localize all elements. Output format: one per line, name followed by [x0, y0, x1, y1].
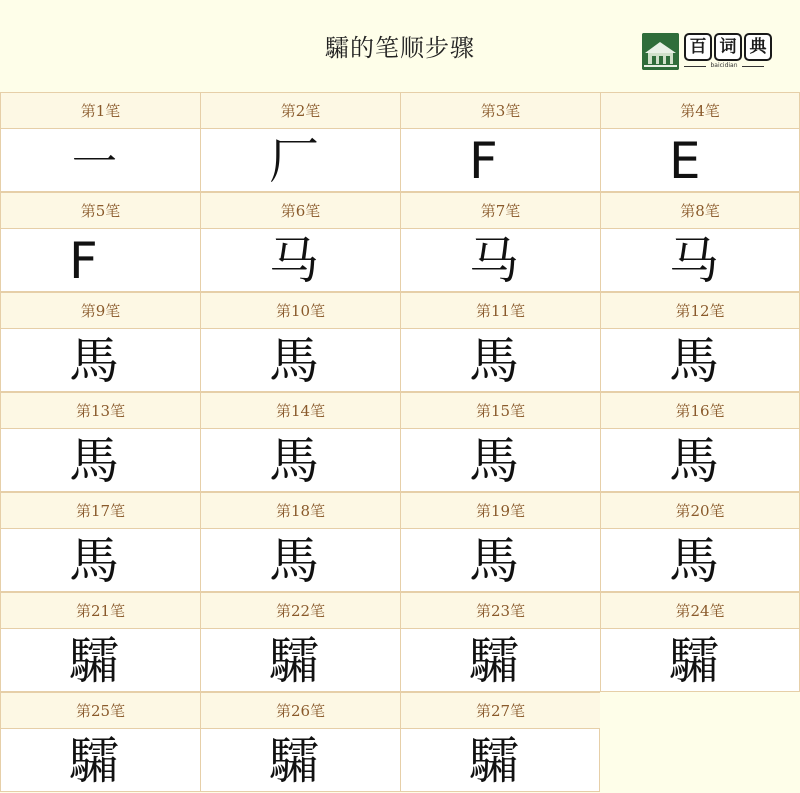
- stroke-step-image: [600, 629, 800, 692]
- stroke-step-label: 第23笔: [400, 592, 600, 629]
- stroke-step-cell: [400, 592, 600, 692]
- stroke-step-label: 第19笔: [400, 492, 600, 529]
- stroke-step-cell: [0, 692, 200, 792]
- logo-char: 词: [714, 33, 742, 61]
- logo-subtitle: baicidian: [684, 62, 764, 69]
- stroke-step-glyph: 驦: [669, 632, 719, 690]
- stroke-step-label: 第26笔: [200, 692, 400, 729]
- stroke-step-image: [600, 229, 800, 292]
- stroke-step-label: 第21笔: [0, 592, 200, 629]
- stroke-step-image: [200, 529, 400, 592]
- stroke-step-glyph: 馬: [269, 432, 319, 490]
- stroke-step-label: 第12笔: [600, 292, 800, 329]
- stroke-step-cell: [200, 192, 400, 292]
- stroke-step-cell: [0, 92, 200, 192]
- stroke-step-label: 第22笔: [200, 592, 400, 629]
- logo-building-icon: [642, 33, 679, 70]
- stroke-step-image: [600, 129, 800, 192]
- stroke-step-cell: [400, 692, 600, 792]
- stroke-step-cell: [600, 592, 800, 692]
- stroke-step-image: [0, 729, 200, 792]
- stroke-step-image: [600, 329, 800, 392]
- stroke-step-glyph: 驦: [469, 632, 519, 690]
- stroke-step-glyph: 馬: [269, 532, 319, 590]
- stroke-step-glyph: 驦: [269, 632, 319, 690]
- stroke-step-cell: [400, 392, 600, 492]
- stroke-step-glyph: 马: [469, 232, 519, 290]
- stroke-step-glyph: 馬: [669, 332, 719, 390]
- stroke-step-cell: [0, 292, 200, 392]
- stroke-step-label: 第10笔: [200, 292, 400, 329]
- stroke-step-image: [200, 629, 400, 692]
- stroke-step-image: [600, 529, 800, 592]
- stroke-step-label: 第1笔: [0, 92, 200, 129]
- stroke-step-label: 第5笔: [0, 192, 200, 229]
- logo-wordmark: [684, 33, 772, 61]
- stroke-step-glyph: 马: [669, 232, 719, 290]
- stroke-step-cell: [400, 92, 600, 192]
- stroke-step-cell: [200, 592, 400, 692]
- stroke-step-cell: [0, 592, 200, 692]
- stroke-step-image: [600, 429, 800, 492]
- stroke-step-label: 第25笔: [0, 692, 200, 729]
- stroke-step-label: 第7笔: [400, 192, 600, 229]
- stroke-step-image: [400, 729, 600, 792]
- stroke-step-cell: [0, 392, 200, 492]
- stroke-step-label: 第4笔: [600, 92, 800, 129]
- stroke-step-image: [400, 329, 600, 392]
- stroke-step-cell: [600, 92, 800, 192]
- stroke-step-cell: [600, 292, 800, 392]
- stroke-step-glyph: 驦: [469, 732, 519, 790]
- logo-char: 百: [684, 33, 712, 61]
- stroke-step-glyph: 馬: [69, 532, 119, 590]
- stroke-step-image: [200, 429, 400, 492]
- stroke-step-image: [0, 129, 200, 192]
- stroke-step-glyph: 马: [269, 232, 319, 290]
- stroke-step-label: 第8笔: [600, 192, 800, 229]
- stroke-step-glyph: F: [469, 132, 498, 190]
- stroke-step-label: 第16笔: [600, 392, 800, 429]
- stroke-step-label: 第20笔: [600, 492, 800, 529]
- stroke-step-cell: [0, 492, 200, 592]
- stroke-step-label: 第13笔: [0, 392, 200, 429]
- stroke-step-glyph: 驦: [269, 732, 319, 790]
- stroke-step-image: [400, 129, 600, 192]
- logo-char: 典: [744, 33, 772, 61]
- stroke-step-glyph: 馬: [69, 432, 119, 490]
- stroke-step-glyph: 馬: [469, 332, 519, 390]
- site-logo[interactable]: [642, 33, 767, 71]
- stroke-step-image: [400, 629, 600, 692]
- stroke-step-cell: [200, 392, 400, 492]
- stroke-step-label: 第3笔: [400, 92, 600, 129]
- stroke-order-grid: [0, 92, 800, 792]
- stroke-step-label: 第15笔: [400, 392, 600, 429]
- stroke-step-label: 第14笔: [200, 392, 400, 429]
- stroke-step-image: [200, 329, 400, 392]
- stroke-step-label: 第9笔: [0, 292, 200, 329]
- stroke-step-image: [0, 429, 200, 492]
- stroke-step-label: 第17笔: [0, 492, 200, 529]
- stroke-step-image: [0, 329, 200, 392]
- page-title: 驦的笔顺步骤: [325, 34, 475, 62]
- stroke-step-image: [0, 529, 200, 592]
- stroke-step-image: [200, 229, 400, 292]
- stroke-step-glyph: E: [669, 132, 701, 190]
- stroke-step-cell: [600, 492, 800, 592]
- stroke-step-cell: [600, 392, 800, 492]
- stroke-step-label: 第2笔: [200, 92, 400, 129]
- stroke-step-image: [0, 629, 200, 692]
- stroke-step-cell: [200, 692, 400, 792]
- stroke-step-cell: [0, 192, 200, 292]
- stroke-step-cell: [200, 92, 400, 192]
- stroke-step-image: [400, 529, 600, 592]
- page-header: [0, 0, 800, 92]
- stroke-step-glyph: 厂: [269, 132, 319, 190]
- stroke-step-image: [200, 729, 400, 792]
- stroke-step-glyph: 馬: [469, 432, 519, 490]
- stroke-step-label: 第18笔: [200, 492, 400, 529]
- stroke-step-image: [400, 229, 600, 292]
- stroke-step-glyph: 馬: [669, 432, 719, 490]
- stroke-step-cell: [200, 492, 400, 592]
- empty-cell: [600, 692, 800, 792]
- stroke-step-cell: [200, 292, 400, 392]
- stroke-step-glyph: F: [69, 232, 98, 290]
- stroke-step-cell: [600, 192, 800, 292]
- stroke-step-image: [200, 129, 400, 192]
- stroke-step-glyph: ㇐: [69, 132, 119, 190]
- stroke-step-label: 第11笔: [400, 292, 600, 329]
- stroke-step-glyph: 驦: [69, 632, 119, 690]
- stroke-step-image: [400, 429, 600, 492]
- stroke-step-image: [0, 229, 200, 292]
- stroke-step-label: 第27笔: [400, 692, 600, 729]
- stroke-step-glyph: 驦: [69, 732, 119, 790]
- stroke-step-label: 第6笔: [200, 192, 400, 229]
- stroke-step-cell: [400, 292, 600, 392]
- stroke-step-glyph: 馬: [469, 532, 519, 590]
- stroke-step-glyph: 馬: [69, 332, 119, 390]
- stroke-step-glyph: 馬: [269, 332, 319, 390]
- stroke-step-glyph: 馬: [669, 532, 719, 590]
- stroke-step-cell: [400, 492, 600, 592]
- stroke-step-label: 第24笔: [600, 592, 800, 629]
- stroke-step-cell: [400, 192, 600, 292]
